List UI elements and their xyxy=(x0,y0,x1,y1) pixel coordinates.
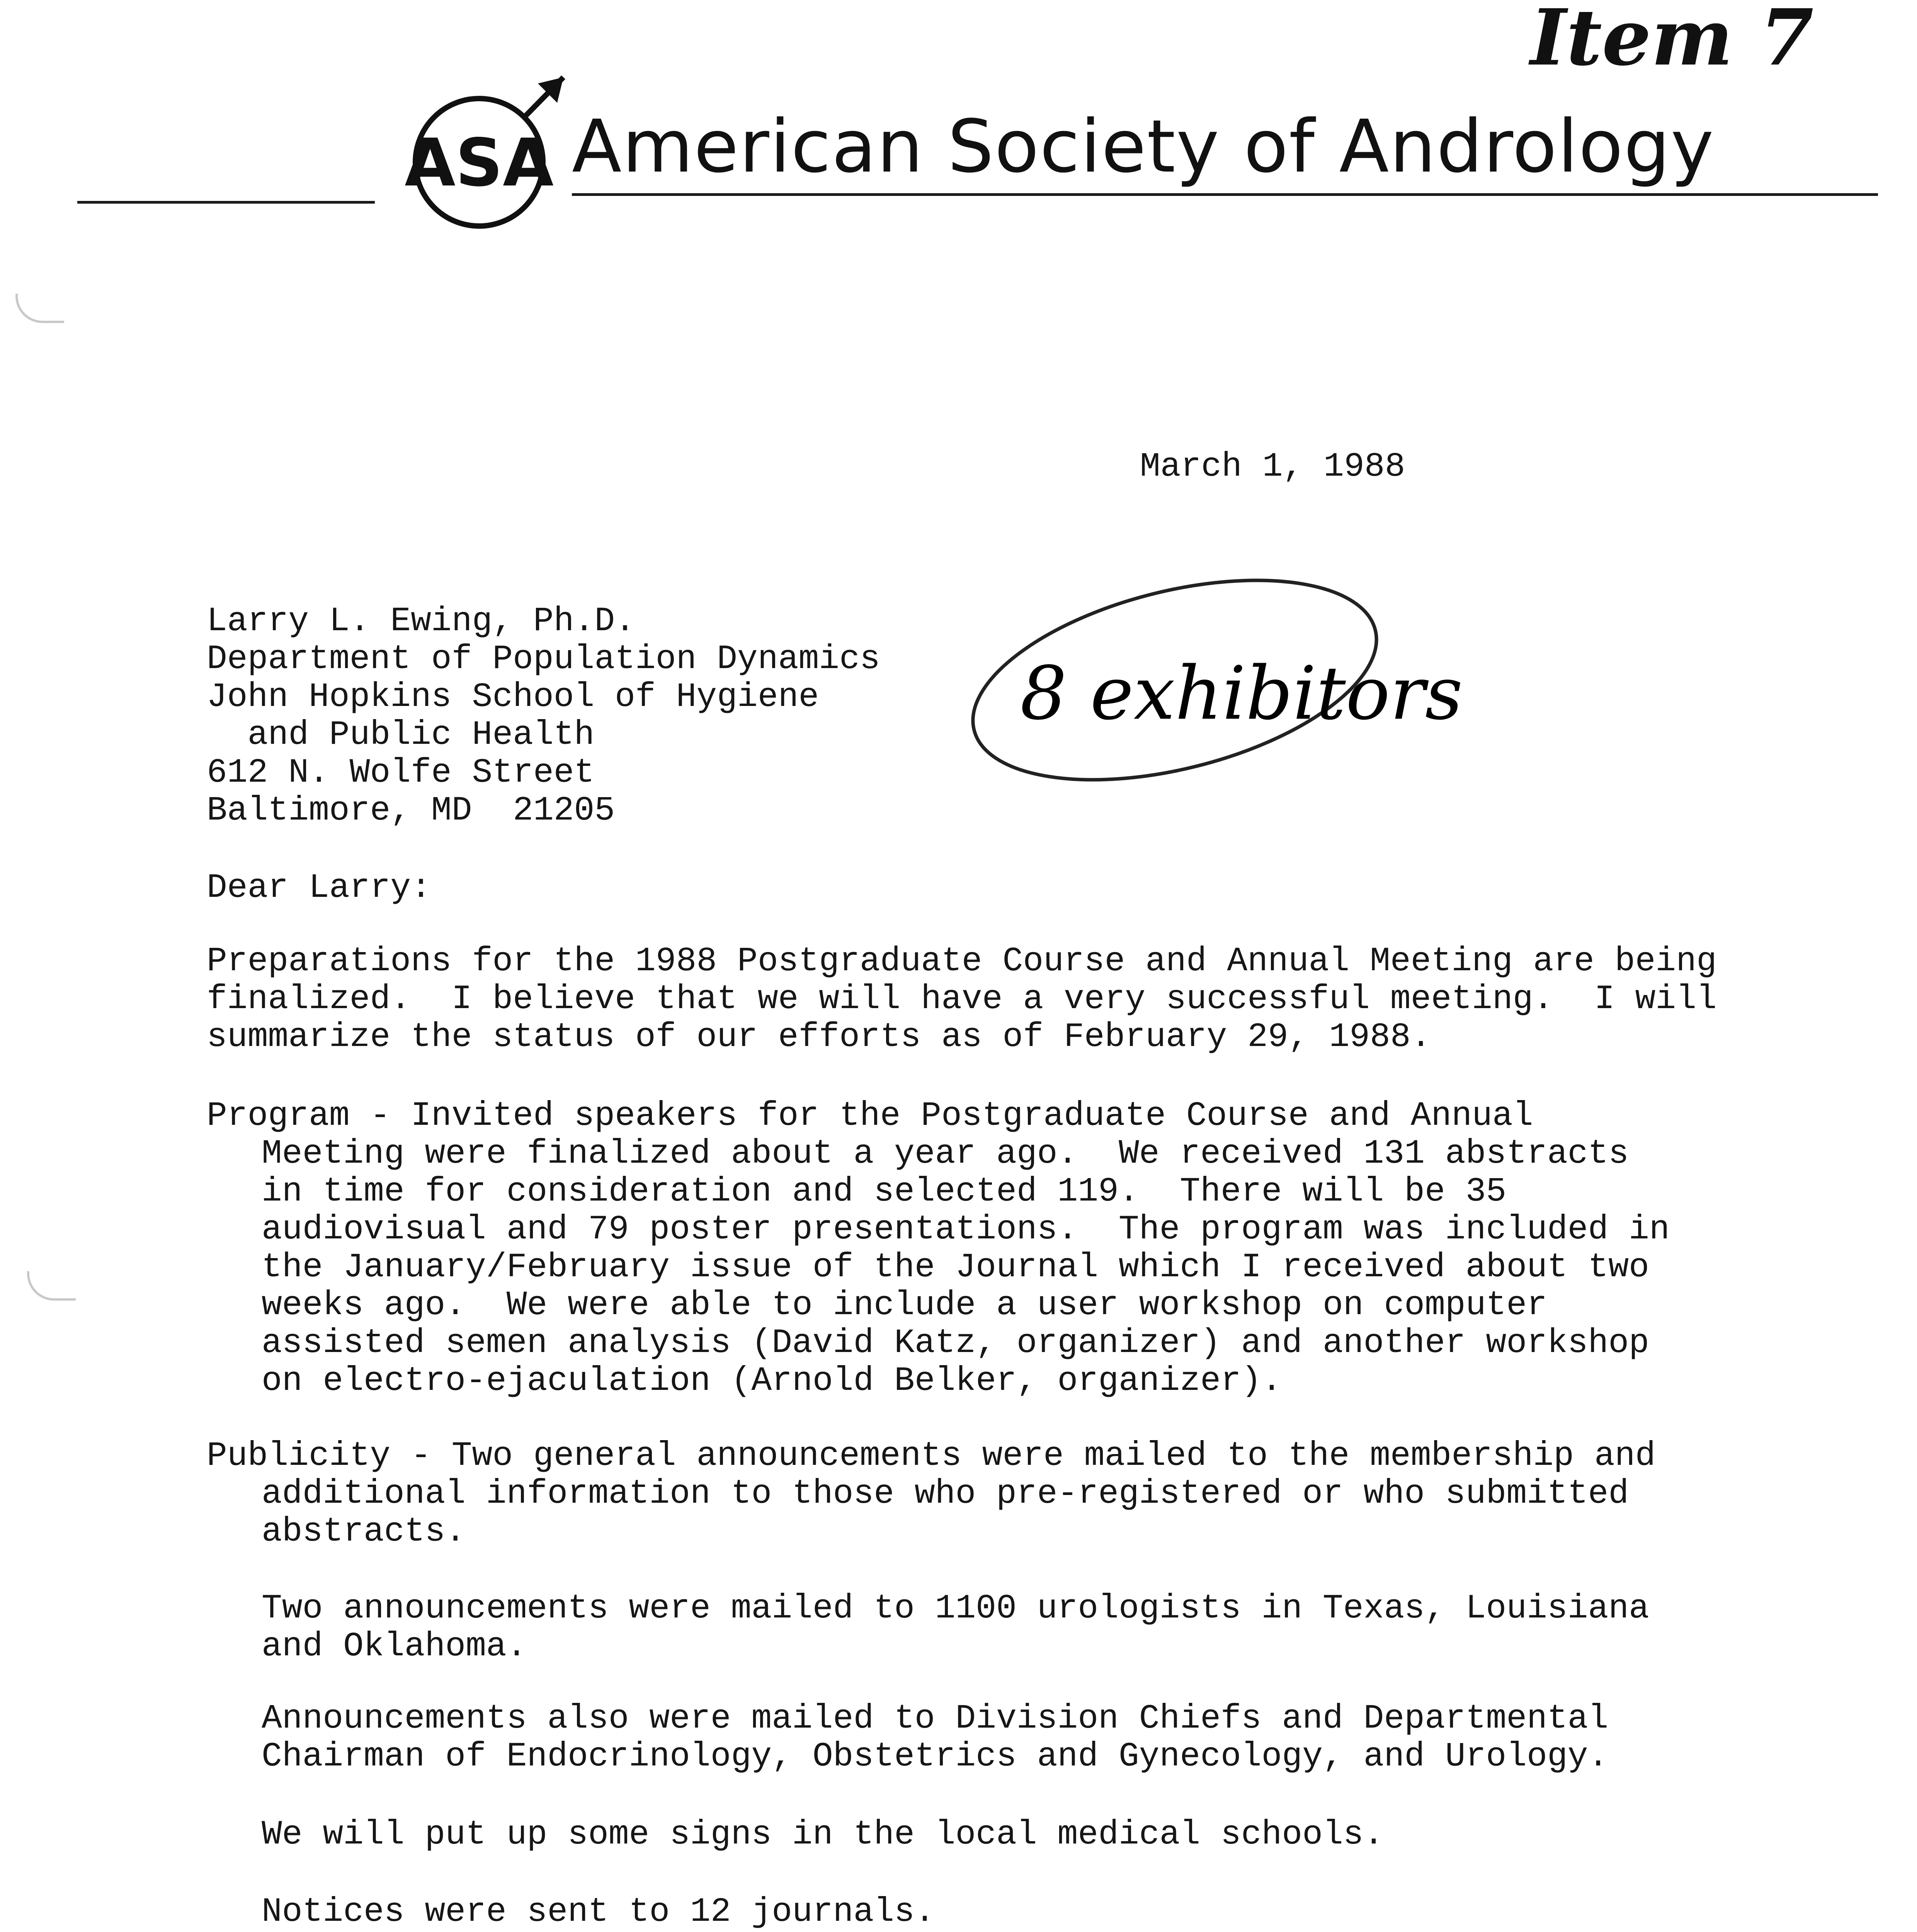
program-line: Program - Invited speakers for the Postgraduate Course and Annual xyxy=(207,1097,1533,1135)
publicity-urologists xyxy=(262,1590,1649,1666)
intro-line: finalized. I believe that we will have a very successful meeting. I will xyxy=(207,980,1717,1019)
publicity-signs: We will put up some signs in the local medical schools. xyxy=(262,1816,1384,1854)
intro-line: Preparations for the 1988 Postgraduate Course and Annual Meeting are being xyxy=(207,942,1717,981)
program-line: the January/February issue of the Journal which I received about two xyxy=(262,1248,1649,1287)
program-line: assisted semen analysis (David Katz, organizer) and another workshop xyxy=(262,1324,1649,1362)
circled-annotation xyxy=(958,553,1463,808)
recipient-school-cont: and Public Health xyxy=(207,716,595,754)
publicity-line: Publicity - Two general announcements were mailed to the membership and xyxy=(207,1437,1656,1475)
publicity-urologists-line: and Oklahoma. xyxy=(262,1628,527,1666)
annotation-text: 8 exhibitors xyxy=(1020,651,1463,736)
program-line: Meeting were finalized about a year ago. We received 131 abstracts xyxy=(262,1135,1629,1173)
society-name: American Society of Andrology xyxy=(572,104,1715,189)
publicity-chiefs xyxy=(262,1700,1608,1776)
publicity-paragraph xyxy=(207,1437,1655,1551)
binding-mark-top xyxy=(15,294,64,323)
program-line: in time for consideration and selected 119. There will be 35 xyxy=(262,1173,1507,1211)
intro-paragraph xyxy=(207,943,1717,1056)
letterhead-rule-left xyxy=(77,201,375,204)
publicity-journals: Notices were sent to 12 journals. xyxy=(262,1893,935,1931)
publicity-chiefs-line: Announcements also were mailed to Division Chiefs and Departmental xyxy=(262,1700,1609,1738)
binding-mark-middle xyxy=(27,1271,76,1301)
letterhead-rule-right xyxy=(572,193,1878,196)
recipient-address xyxy=(207,603,880,830)
recipient-department: Department of Population Dynamics xyxy=(207,640,880,679)
publicity-line: abstracts. xyxy=(262,1513,466,1551)
logo-initials: ASA xyxy=(405,125,554,201)
program-line: weeks ago. We were able to include a user workshop on computer xyxy=(262,1286,1547,1325)
letterhead xyxy=(0,62,1917,224)
publicity-urologists-line: Two announcements were mailed to 1100 urologists in Texas, Louisiana xyxy=(262,1590,1649,1628)
intro-line: summarize the status of our efforts as of February 29, 1988. xyxy=(207,1018,1431,1056)
item-label: Item 7 xyxy=(1530,0,1814,83)
program-line: on electro-ejaculation (Arnold Belker, organizer). xyxy=(262,1362,1282,1400)
recipient-name: Larry L. Ewing, Ph.D. xyxy=(207,602,635,641)
program-paragraph xyxy=(207,1097,1670,1400)
recipient-city: Baltimore, MD 21205 xyxy=(207,792,615,830)
letter-date: March 1, 1988 xyxy=(1140,448,1405,486)
publicity-line: additional information to those who pre-registered or who submitted xyxy=(262,1475,1629,1513)
recipient-street: 612 N. Wolfe Street xyxy=(207,754,595,792)
program-line: audiovisual and 79 poster presentations. The program was included in xyxy=(262,1211,1670,1249)
publicity-chiefs-line: Chairman of Endocrinology, Obstetrics and Gynecology, and Urology. xyxy=(262,1738,1609,1776)
asa-logo xyxy=(402,70,572,232)
salutation: Dear Larry: xyxy=(207,869,431,907)
recipient-school: John Hopkins School of Hygiene xyxy=(207,678,819,716)
